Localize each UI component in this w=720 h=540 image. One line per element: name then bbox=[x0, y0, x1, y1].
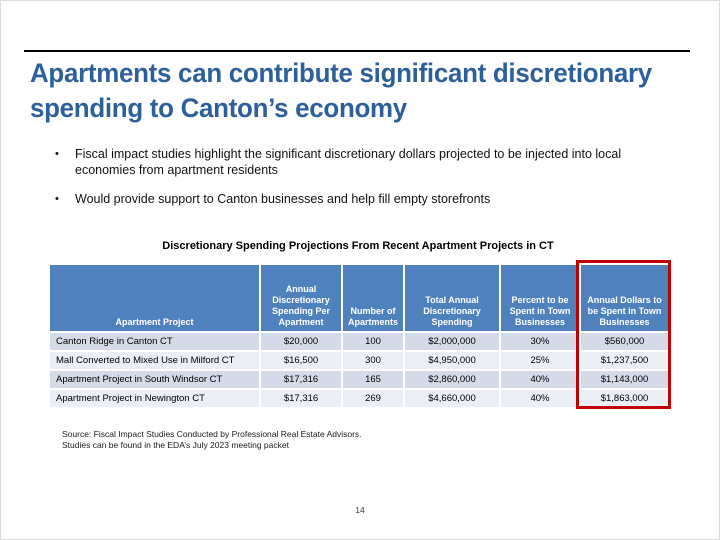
cell-number-of-apartments: 300 bbox=[342, 351, 404, 370]
table-row bbox=[49, 370, 669, 389]
cell-annual-dollars-in-town: $1,237,500 bbox=[580, 351, 669, 370]
page-number: 14 bbox=[355, 505, 365, 515]
cell-percent-in-town: 30% bbox=[500, 332, 580, 351]
cell-percent-in-town: 40% bbox=[500, 389, 580, 408]
title-divider-line bbox=[24, 50, 690, 52]
column-header-number-of-apartments: Number of Apartments bbox=[342, 264, 404, 332]
cell-spending-per-apartment: $16,500 bbox=[260, 351, 342, 370]
source-line: Source: Fiscal Impact Studies Conducted by Professional Real Estate Advisors. bbox=[62, 429, 362, 439]
table-row bbox=[49, 351, 669, 370]
bullet-text: Would provide support to Canton businesses and help fill empty storefronts bbox=[75, 192, 491, 206]
bullet-list bbox=[55, 146, 655, 220]
cell-project-name: Canton Ridge in Canton CT bbox=[49, 332, 260, 351]
cell-annual-dollars-in-town: $560,000 bbox=[580, 332, 669, 351]
cell-total-annual-spending: $2,860,000 bbox=[404, 370, 500, 389]
cell-number-of-apartments: 100 bbox=[342, 332, 404, 351]
column-header-annual-dollars-in-town: Annual Dollars to be Spent in Town Businesses bbox=[580, 264, 669, 332]
cell-total-annual-spending: $4,660,000 bbox=[404, 389, 500, 408]
cell-spending-per-apartment: $17,316 bbox=[260, 370, 342, 389]
slide-title bbox=[30, 56, 652, 126]
cell-number-of-apartments: 269 bbox=[342, 389, 404, 408]
column-header-apartment-project: Apartment Project bbox=[49, 264, 260, 332]
column-header-percent-in-town: Percent to be Spent in Town Businesses bbox=[500, 264, 580, 332]
bullet-item bbox=[55, 191, 655, 207]
cell-annual-dollars-in-town: $1,143,000 bbox=[580, 370, 669, 389]
cell-percent-in-town: 25% bbox=[500, 351, 580, 370]
bullet-item bbox=[55, 146, 655, 178]
cell-annual-dollars-in-town: $1,863,000 bbox=[580, 389, 669, 408]
slide-title-line2: spending to Canton’s economy bbox=[30, 93, 407, 123]
cell-project-name: Apartment Project in Newington CT bbox=[49, 389, 260, 408]
cell-spending-per-apartment: $17,316 bbox=[260, 389, 342, 408]
cell-total-annual-spending: $2,000,000 bbox=[404, 332, 500, 351]
cell-total-annual-spending: $4,950,000 bbox=[404, 351, 500, 370]
table-row bbox=[49, 389, 669, 408]
cell-spending-per-apartment: $20,000 bbox=[260, 332, 342, 351]
discretionary-spending-table bbox=[48, 263, 670, 409]
source-line: Studies can be found in the EDA’s July 2023 meeting packet bbox=[62, 440, 289, 450]
table-title: Discretionary Spending Projections From Recent Apartment Projects in CT bbox=[162, 240, 554, 252]
cell-project-name: Mall Converted to Mixed Use in Milford CT bbox=[49, 351, 260, 370]
bullet-marker: • bbox=[55, 193, 59, 205]
table-header-row bbox=[49, 264, 669, 332]
cell-percent-in-town: 40% bbox=[500, 370, 580, 389]
source-note bbox=[62, 429, 362, 451]
cell-project-name: Apartment Project in South Windsor CT bbox=[49, 370, 260, 389]
column-header-total-annual-spending: Total Annual Discretionary Spending bbox=[404, 264, 500, 332]
table-row bbox=[49, 332, 669, 351]
bullet-text: Fiscal impact studies highlight the significant discretionary dollars projected to be injected into local economies from apartment residents bbox=[75, 147, 622, 177]
slide-title-line1: Apartments can contribute significant discretionary bbox=[30, 58, 652, 88]
cell-number-of-apartments: 165 bbox=[342, 370, 404, 389]
bullet-marker: • bbox=[55, 148, 59, 160]
column-header-annual-spending-per-apartment: Annual Discretionary Spending Per Apartment bbox=[260, 264, 342, 332]
